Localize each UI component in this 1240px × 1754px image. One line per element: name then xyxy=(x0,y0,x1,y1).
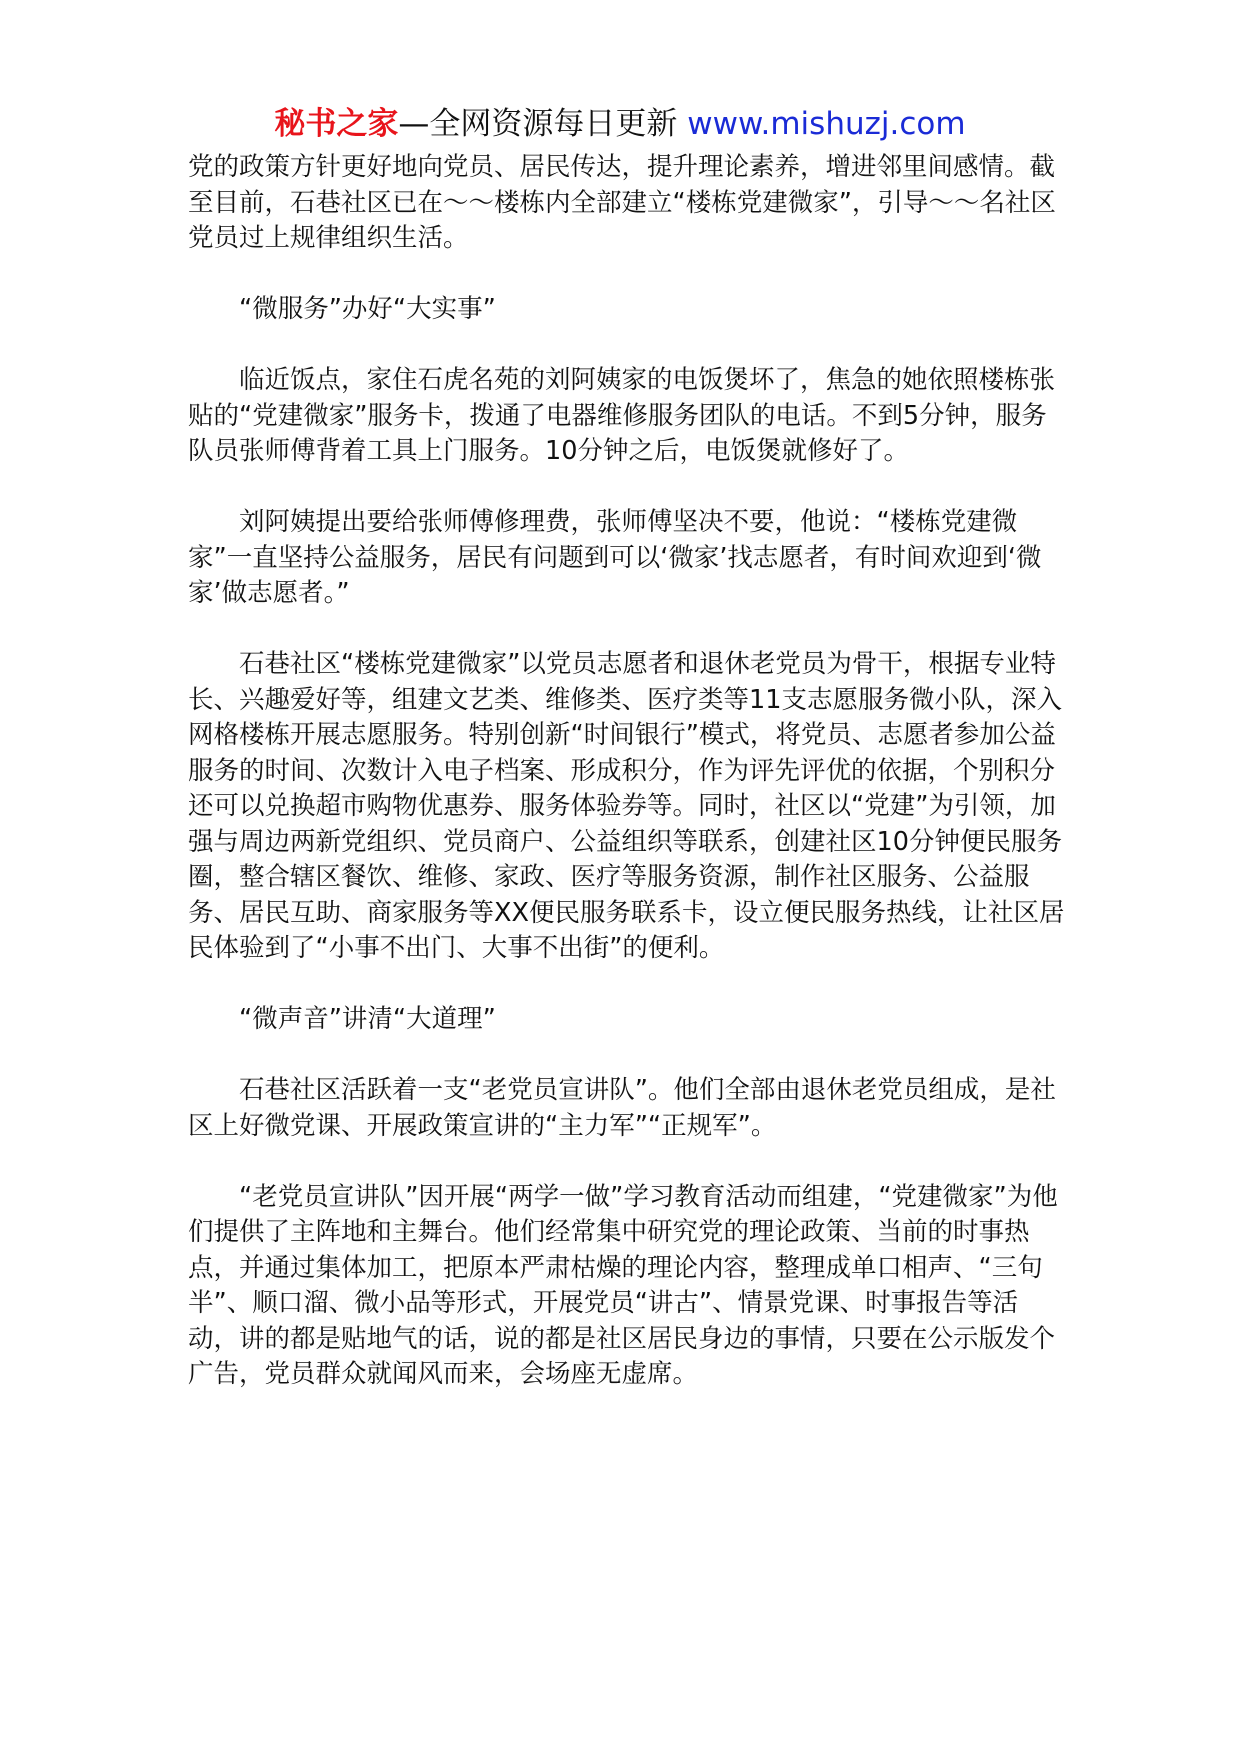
site-url-link[interactable]: www.mishuzj.com xyxy=(687,106,966,142)
section-heading-micro-voice: “微声音”讲清“大道理” xyxy=(239,1004,496,1034)
article-body xyxy=(188,150,1068,1428)
header-tagline: —全网资源每日更新 xyxy=(398,106,688,142)
paragraph: 刘阿姨提出要给张师傅修理费，张师傅坚决不要，他说：“楼栋党建微家”一直坚持公益服务，居民有问题到可以‘微家’找志愿者，有时间欢迎到‘微家’做志愿者。” xyxy=(188,507,1042,608)
paragraph: 石巷社区活跃着一支“老党员宣讲队”。他们全部由退休老党员组成，是社区上好微党课、开展政策宣讲的“主力军”“正规军”。 xyxy=(188,1075,1056,1141)
paragraph: “老党员宣讲队”因开展“两学一做”学习教育活动而组建，“党建微家”为他们提供了主阵地和主舞台。他们经常集中研究党的理论政策、当前的时事热点，并通过集体加工，把原本严肃枯燥的理论内容，整理成单口相声、“三句半”、顺口溜、微小品等形式，开展党员“讲古”、情景党课、时事报告等活动，讲的都是贴地气的话，说的都是社区居民身边的事情，只要在公示版发个广告，党员群众就闻风而来，会场座无虚席。 xyxy=(188,1181,1058,1389)
paragraph-continuation: 党的政策方针更好地向党员、居民传达，提升理论素养，增进邻里间感情。截至目前，石巷社区已在～～楼栋内全部建立“楼栋党建微家”，引导～～名社区党员过上规律组织生活。 xyxy=(188,152,1056,253)
paragraph: 临近饭点，家住石虎名苑的刘阿姨家的电饭煲坏了，焦急的她依照楼栋张贴的“党建微家”服务卡，拨通了电器维修服务团队的电话。不到5分钟，服务队员张师傅背着工具上门服务。10分钟之后，电饭煲就修好了。 xyxy=(188,365,1056,466)
page-header xyxy=(0,104,1240,144)
paragraph: 石巷社区“楼栋党建微家”以党员志愿者和退休老党员为骨干，根据专业特长、兴趣爱好等，组建文艺类、维修类、医疗类等11支志愿服务微小队，深入网格楼栋开展志愿服务。特别创新“时间银行”模式，将党员、志愿者参加公益服务的时间、次数计入电子档案、形成积分，作为评先评优的依据，个别积分还可以兑换超市购物优惠券、服务体验券等。同时，社区以“党建”为引领，加强与周边两新党组织、党员商户、公益组织等联系，创建社区10分钟便民服务圈，整合辖区餐饮、维修、家政、医疗等服务资源，制作社区服务、公益服务、居民互助、商家服务等XX便民服务联系卡，设立便民服务热线，让社区居民体验到了“小事不出门、大事不出街”的便利。 xyxy=(188,649,1065,963)
brand-name: 秘书之家 xyxy=(274,106,399,142)
section-heading-micro-service: “微服务”办好“大实事” xyxy=(239,294,496,324)
